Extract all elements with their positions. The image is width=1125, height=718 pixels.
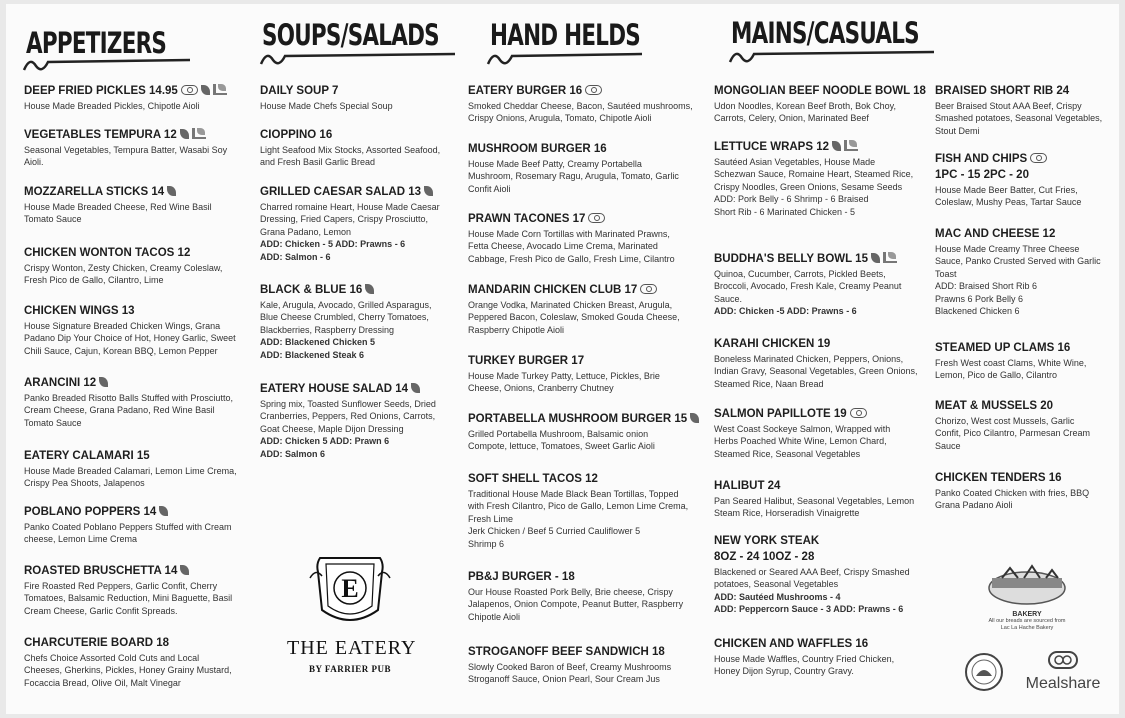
menu-item — [714, 534, 934, 616]
item-description: Confit, Pico Cilantro, Parmesan Cream — [935, 428, 1091, 439]
item-description: Herbs Poached White Wine, Lemon Chard, — [714, 436, 887, 447]
item-description: Seasonal Vegetables, Tempura Batter, Wasabi Soy — [24, 145, 228, 155]
menu-item — [935, 227, 1117, 317]
menu-item — [468, 412, 708, 453]
item-description: Cheese, Onions, Cranberry Chutney — [468, 383, 614, 394]
item-description: Schezwan Sauce, Romaine Heart, Steamed Rice, — [714, 169, 914, 180]
logo-title: THE EATERY — [287, 637, 417, 659]
item-name: MAC AND CHEESE 12 — [935, 228, 1056, 240]
item-description: Crispy Pea Shoots, Jalapenos — [24, 478, 145, 489]
item-description: Blackberries, Raspberry Dressing — [260, 324, 395, 335]
item-addons: Prawns 6 Pork Belly 6 — [935, 293, 1024, 304]
vegetarian-icon — [159, 506, 168, 516]
item-description: House Made Breaded Cheese, Red Wine Basil — [24, 202, 212, 212]
menu-item — [468, 645, 708, 686]
menu-item — [24, 128, 250, 169]
mealshare-badge — [1018, 650, 1108, 693]
vegan-icon — [213, 84, 227, 95]
item-name: PORTABELLA MUSHROOM BURGER 15 — [468, 413, 688, 425]
vegan-icon — [844, 140, 858, 151]
item-description: House Made Breaded Calamari, Lemon Lime Crema, — [24, 466, 237, 476]
item-description: Smoked Cheddar Cheese, Bacon, Sautéed mushrooms, — [468, 101, 693, 111]
item-name: TURKEY BURGER 17 — [468, 355, 585, 367]
item-name: EATERY BURGER 16 — [468, 85, 583, 97]
eatery-crest-icon — [282, 550, 418, 630]
menu-item — [24, 505, 250, 546]
item-addons: ADD: Blackened Chicken 5 — [260, 337, 376, 348]
item-name: SOFT SHELL TACOS 12 — [468, 473, 598, 485]
vegetarian-icon — [365, 284, 374, 294]
item-description: Peppered Bacon, Coleslaw, Smoked Gouda Cheese, — [468, 312, 680, 323]
menu-item — [24, 304, 250, 357]
item-name: LETTUCE WRAPS 12 — [714, 141, 830, 153]
item-name: NEW YORK STEAK — [714, 535, 820, 547]
item-description: Steamed Rice, Seasonal Vegetables — [714, 448, 861, 459]
squiggle-mains-casuals — [728, 48, 938, 66]
item-description: Carrots, Celery, Onion, Marinated Beef — [714, 113, 869, 124]
mealshare-label: Mealshare — [1025, 675, 1101, 692]
mealshare-logo-icon — [1047, 650, 1079, 670]
menu-item — [935, 471, 1117, 512]
item-price: 1PC - 15 2PC - 20 — [935, 169, 1029, 181]
menu-item — [714, 407, 934, 460]
vegan-icon — [883, 252, 897, 263]
item-description: Charred romaine Heart, House Made Caesar — [260, 202, 440, 212]
item-description: Fresh West coast Clams, White Wine, — [935, 358, 1087, 368]
mealshare-icon — [585, 85, 602, 95]
item-description: Chipotle Aioli — [468, 611, 521, 622]
eatery-logo — [282, 550, 418, 674]
item-name: VEGETABLES TEMPURA 12 — [24, 129, 177, 141]
vegetarian-icon — [871, 253, 880, 263]
squiggle-appetizers — [22, 56, 192, 74]
menu-item — [468, 283, 708, 336]
vegetarian-icon — [201, 85, 210, 95]
item-description: House Made Creamy Three Cheese — [935, 244, 1080, 254]
menu-item — [260, 382, 460, 460]
menu-item — [935, 399, 1117, 452]
item-addons: ADD: Salmon - 6 — [260, 251, 331, 262]
item-addons: Short Rib - 6 Marinated Chicken - 5 — [714, 206, 856, 217]
item-description: Orange Vodka, Marinated Chicken Breast, Arugula, — [468, 300, 673, 310]
item-name: CHICKEN AND WAFFLES 16 — [714, 638, 869, 650]
item-description: House Made Breaded Pickles, Chipotle Aioli — [24, 101, 200, 111]
item-addons: ADD: Chicken 5 ADD: Prawn 6 — [260, 436, 390, 447]
item-name: CHICKEN WINGS 13 — [24, 305, 135, 317]
menu-item — [468, 142, 708, 195]
item-addons: ADD: Sautéed Mushrooms - 4 — [714, 591, 841, 602]
item-description: Traditional House Made Black Bean Tortillas, Topped — [468, 489, 679, 499]
mealshare-icon — [1030, 153, 1047, 163]
menu-item — [468, 570, 708, 623]
seal-badge-icon — [964, 652, 1004, 692]
item-name: POBLANO POPPERS 14 — [24, 506, 157, 518]
menu-item — [24, 376, 250, 429]
item-description: Boneless Marinated Chicken, Peppers, Onions, — [714, 354, 904, 364]
menu-item — [24, 636, 250, 689]
item-description: Quinoa, Cucumber, Carrots, Pickled Beets, — [714, 269, 886, 279]
item-description: Cheeses, Gherkins, Pickles, Honey Grainy Mustard, — [24, 665, 232, 676]
menu-item — [260, 84, 460, 112]
item-description: House Made Beef Patty, Creamy Portabella — [468, 159, 642, 169]
mealshare-icon — [640, 284, 657, 294]
mealshare-icon — [588, 213, 605, 223]
item-description: Indian Gravy, Seasonal Vegetables, Green Onions, — [714, 366, 918, 377]
item-description: Blue Cheese Crumbled, Cherry Tomatoes, — [260, 312, 429, 323]
vegetarian-icon — [424, 186, 433, 196]
item-description: House Made Turkey Patty, Lettuce, Pickles, Brie — [468, 371, 660, 381]
item-description: Jerk Chicken / Beef 5 Curried Cauliflower 5 — [468, 526, 641, 537]
vegetarian-icon — [99, 377, 108, 387]
item-description: House Made Corn Tortillas with Marinated Prawns, — [468, 229, 670, 239]
menu-item — [260, 128, 460, 169]
item-addons: ADD: Chicken - 5 ADD: Prawns - 6 — [260, 239, 406, 250]
vegan-icon — [192, 128, 206, 139]
item-description: Honey Dijon Syrup, Country Gravy. — [714, 666, 854, 677]
vegetarian-icon — [411, 383, 420, 393]
item-name: PB&J BURGER - 18 — [468, 571, 575, 583]
item-description: Grana Padano Aioli — [935, 500, 1013, 511]
item-name: BRAISED SHORT RIB 24 — [935, 85, 1070, 97]
menu-item — [24, 185, 250, 226]
menu-sheet — [6, 4, 1119, 714]
item-name: STEAMED UP CLAMS 16 — [935, 342, 1071, 354]
item-description: cheese, Lemon Lime Crema — [24, 534, 138, 545]
item-description: Lemon, Pico de Gallo, Cilantro — [935, 370, 1058, 381]
vegetarian-icon — [180, 129, 189, 139]
item-name: GRILLED CAESAR SALAD 13 — [260, 186, 422, 198]
menu-item — [714, 479, 934, 520]
item-description: Aioli. — [24, 157, 44, 168]
menu-item — [714, 637, 934, 678]
menu-item — [935, 152, 1117, 209]
item-name: DEEP FRIED PICKLES 14.95 — [24, 85, 178, 97]
logo-letter: E — [341, 574, 359, 603]
item-description: Mushroom, Rosemary Ragu, Arugula, Tomato, Garlic — [468, 171, 679, 182]
item-name: HALIBUT 24 — [714, 480, 781, 492]
item-description: Chili Sauce, Cajun, Korean BBQ, Lemon Pepper — [24, 345, 218, 356]
item-price: 8OZ - 24 10OZ - 28 — [714, 551, 815, 563]
item-description: Fetta Cheese, Avocado Lime Crema, Marinated — [468, 241, 658, 252]
item-description: Sauce, Panko Crusted Served with Garlic — [935, 256, 1101, 267]
menu-item — [260, 283, 460, 361]
item-description: Cabbage, Fresh Pico de Gallo, Fresh Lime, Cilantro — [468, 253, 675, 264]
menu-item — [24, 564, 250, 617]
item-name: SALMON PAPILLOTE 19 — [714, 408, 847, 420]
item-description: Crispy Onions, Arugula, Tomato, Chipotle Aioli — [468, 113, 652, 124]
item-description: Cranberries, Peppers, Red Onions, Carrots, — [260, 411, 436, 422]
vegetarian-icon — [167, 186, 176, 196]
item-description: Tomato Sauce — [24, 214, 82, 225]
item-description: Panko Breaded Risotto Balls Stuffed with Prosciutto, — [24, 393, 233, 403]
item-description: House Signature Breaded Chicken Wings, Grana — [24, 321, 221, 331]
item-description: Panko Coated Poblano Peppers Stuffed with Cream — [24, 522, 232, 532]
item-description: Slowly Cooked Baron of Beef, Creamy Mushrooms — [468, 662, 672, 672]
item-description: Smashed potatoes, Seasonal Vegetables, — [935, 113, 1103, 124]
item-description: House Made Waffles, Country Fried Chicken, — [714, 654, 895, 664]
item-description: Sauce. — [714, 293, 743, 304]
item-description: Dressing, Fried Capers, Crispy Prosciutto, — [260, 214, 429, 225]
squiggle-hand-helds — [486, 50, 646, 68]
item-description: House Made Beer Batter, Cut Fries, — [935, 185, 1078, 195]
item-description: Coleslaw, Mushy Peas, Tartar Sauce — [935, 197, 1082, 208]
item-addons: ADD: Chicken -5 ADD: Prawns - 6 — [714, 306, 857, 317]
heading-hand-helds: HAND HELDS — [490, 18, 640, 52]
item-description: Compote, lettuce, Tomatoes, Sweet Garlic Aioli — [468, 441, 655, 452]
menu-item — [24, 246, 250, 287]
item-name: PRAWN TACONES 17 — [468, 213, 586, 225]
item-name: ROASTED BRUSCHETTA 14 — [24, 565, 178, 577]
item-addons: Blackened Chicken 6 — [935, 306, 1020, 317]
item-description: Chorizo, West cost Mussels, Garlic — [935, 416, 1075, 426]
menu-item — [935, 84, 1117, 137]
item-description: Blackened or Seared AAA Beef, Crispy Smashed — [714, 567, 910, 577]
item-addons: ADD: Blackened Steak 6 — [260, 349, 365, 360]
item-description: Focaccia Bread, Olive Oil, Malt Vinegar — [24, 677, 181, 688]
item-description: Cream Cheese, Grana Padano, Red Wine Basil — [24, 405, 215, 416]
item-description: Udon Noodles, Korean Beef Broth, Bok Choy, — [714, 101, 896, 111]
item-description: Padano Dip Your Choice of Hot, Honey Garlic, Sweet — [24, 333, 236, 344]
item-description: Cream Cheese, Garlic Confit Spreads. — [24, 605, 178, 616]
item-name: EATERY CALAMARI 15 — [24, 450, 150, 462]
heading-soups-salads: SOUPS/SALADS — [262, 18, 439, 52]
item-name: CHICKEN TENDERS 16 — [935, 472, 1062, 484]
item-addons: ADD: Pork Belly - 6 Shrimp - 6 Braised — [714, 194, 869, 205]
item-addons: ADD: Braised Short Rib 6 — [935, 281, 1038, 292]
item-description: Goat Cheese, Maple Dijon Dressing — [260, 423, 404, 434]
item-name: MUSHROOM BURGER 16 — [468, 143, 607, 155]
menu-item — [24, 449, 250, 490]
item-description: Toast — [935, 268, 957, 279]
menu-item — [468, 84, 708, 125]
logo-subtitle: BY FARRIER PUB — [308, 664, 391, 674]
menu-item — [714, 84, 934, 125]
item-name: STROGANOFF BEEF SANDWICH 18 — [468, 646, 665, 658]
item-description: and Fresh Basil Garlic Bread — [260, 157, 376, 168]
menu-item — [714, 140, 934, 218]
item-name: KARAHI CHICKEN 19 — [714, 338, 831, 350]
item-name: MONGOLIAN BEEF NOODLE BOWL 18 — [714, 85, 926, 97]
item-description: Steam Rice, Horseradish Vinaigrette — [714, 508, 860, 519]
item-name: BLACK & BLUE 16 — [260, 284, 363, 296]
item-description: Light Seafood Mix Stocks, Assorted Seafood, — [260, 145, 441, 155]
bakery-emblem-icon — [972, 564, 1082, 606]
item-description: Shrimp 6 — [468, 538, 505, 549]
item-description: Our House Roasted Pork Belly, Brie cheese, Crispy — [468, 587, 673, 597]
item-description: Crispy Noodles, Green Onions, Sesame Seeds — [714, 181, 903, 192]
item-description: House Made Chefs Special Soup — [260, 101, 393, 111]
item-description: with Fresh Cilantro, Pico de Gallo, Lemon Lime Crema, — [468, 501, 689, 512]
item-description: Sauce — [935, 440, 961, 451]
menu-item — [468, 354, 708, 395]
item-description: Confit Aioli — [468, 183, 511, 194]
heading-appetizers: APPETIZERS — [26, 26, 167, 60]
item-name: FISH AND CHIPS — [935, 153, 1028, 165]
item-description: Fire Roasted Red Peppers, Garlic Confit, Cherry — [24, 581, 218, 591]
menu-item — [714, 252, 934, 318]
item-description: Stroganoff Sauce, Onion Pearl, Sour Cream Jus — [468, 674, 660, 685]
menu-item — [260, 185, 460, 263]
item-description: Fresh Lime — [468, 513, 514, 524]
item-description: Steamed Rice, Naan Bread — [714, 378, 824, 389]
item-description: Beer Braised Stout AAA Beef, Crispy — [935, 101, 1082, 111]
item-description: Chefs Choice Assorted Cold Cuts and Local — [24, 653, 200, 663]
item-description: Raspberry Chipotle Aioli — [468, 324, 565, 335]
menu-item — [468, 472, 708, 550]
item-description: Kale, Arugula, Avocado, Grilled Asparagus, — [260, 300, 432, 310]
item-description: Grilled Portabella Mushroom, Balsamic onion — [468, 429, 649, 439]
item-name: CIOPPINO 16 — [260, 129, 333, 141]
item-name: EATERY HOUSE SALAD 14 — [260, 383, 409, 395]
item-description: Grana Padano, Lemon — [260, 226, 352, 237]
mealshare-icon — [181, 85, 198, 95]
item-description: Spring mix, Toasted Sunflower Seeds, Dried — [260, 399, 436, 409]
item-description: Jalapenos, Onion Compote, Peanut Butter, Raspberry — [468, 599, 684, 610]
menu-item — [24, 84, 250, 112]
item-description: Pan Seared Halibut, Seasonal Vegetables, Lemon — [714, 496, 915, 506]
item-description: Tomatoes, Balsamic Reduction, Mini Baguette, Basil — [24, 593, 233, 604]
vegetarian-icon — [832, 141, 841, 151]
bakery-logo — [972, 564, 1082, 632]
item-description: potatoes, Seasonal Vegetables — [714, 579, 839, 590]
item-addons: ADD: Peppercorn Sauce - 3 ADD: Prawns - 6 — [714, 604, 904, 615]
item-description: Fresh Pico de Gallo, Cilantro, Lime — [24, 275, 164, 286]
vegetarian-icon — [180, 565, 189, 575]
bakery-note: All our breads are sourced from Lac La Hache Bakery — [988, 618, 1066, 631]
item-name: CHARCUTERIE BOARD 18 — [24, 637, 170, 649]
item-name: DAILY SOUP 7 — [260, 85, 339, 97]
item-name: MOZZARELLA STICKS 14 — [24, 186, 165, 198]
bakery-name: BAKERY — [1012, 611, 1042, 618]
item-addons: ADD: Salmon 6 — [260, 448, 326, 459]
item-name: BUDDHA'S BELLY BOWL 15 — [714, 253, 868, 265]
item-description: Stout Demi — [935, 125, 980, 136]
item-description: West Coast Sockeye Salmon, Wrapped with — [714, 424, 891, 434]
item-name: MEAT & MUSSELS 20 — [935, 400, 1053, 412]
item-name: ARANCINI 12 — [24, 377, 97, 389]
item-description: Sautéed Asian Vegetables, House Made — [714, 157, 876, 167]
item-name: CHICKEN WONTON TACOS 12 — [24, 247, 191, 259]
item-description: Crispy Wonton, Zesty Chicken, Creamy Coleslaw, — [24, 263, 223, 273]
item-name: MANDARIN CHICKEN CLUB 17 — [468, 284, 638, 296]
vegetarian-icon — [690, 413, 699, 423]
squiggle-soups-salads — [259, 50, 459, 68]
item-description: Tomato Sauce — [24, 417, 82, 428]
item-description: Broccoli, Avocado, Fresh Kale, Creamy Peanut — [714, 281, 902, 292]
menu-item — [714, 337, 934, 390]
menu-item — [935, 341, 1117, 382]
mealshare-icon — [850, 408, 867, 418]
heading-mains-casuals: MAINS/CASUALS — [731, 16, 919, 50]
item-description: Panko Coated Chicken with fries, BBQ — [935, 488, 1090, 498]
menu-item — [468, 212, 708, 265]
